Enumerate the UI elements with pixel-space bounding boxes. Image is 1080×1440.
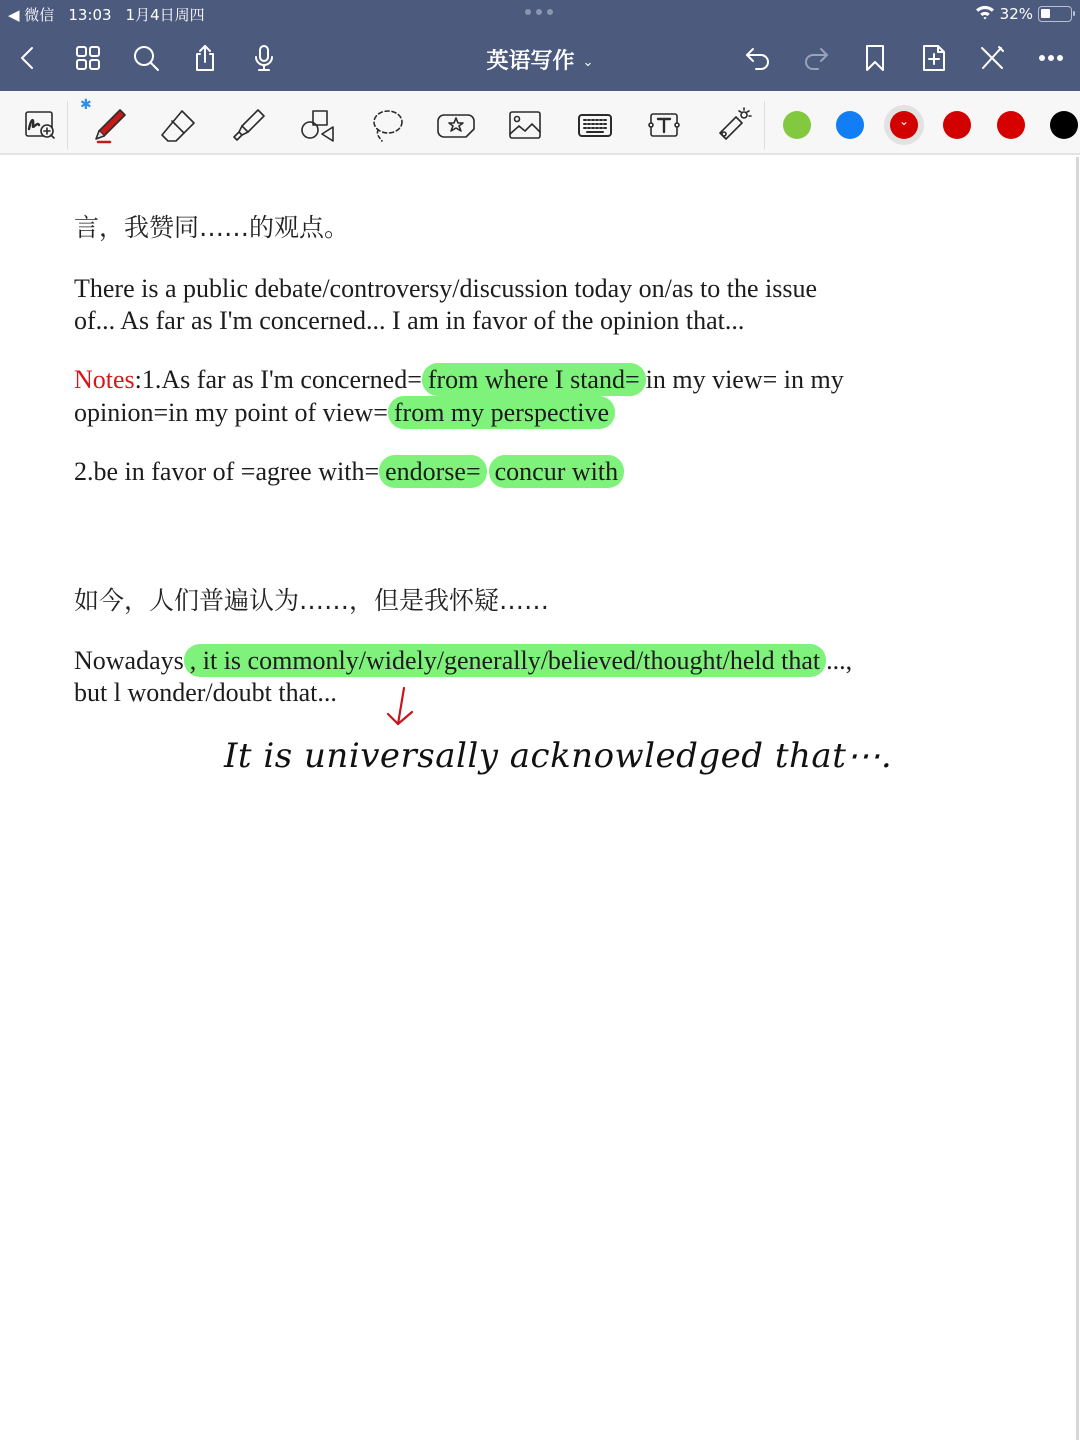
heading-nowadays: 如今，人们普遍认为……，但是我怀疑…… [74, 586, 550, 615]
color-swatch-blue[interactable] [836, 111, 864, 139]
highlight: from my perspective [388, 396, 615, 429]
add-page-icon[interactable] [916, 40, 952, 76]
laser-pointer-icon[interactable] [710, 103, 754, 147]
chevron-down-icon: ⌄ [582, 54, 594, 70]
highlight: , it is commonly/widely/generally/believed/thought/held that [184, 644, 826, 677]
toolbar-divider [764, 101, 765, 149]
handwritten-note: It is universally acknowledged that⋯. [224, 736, 893, 776]
highlight: from where I stand= [422, 363, 646, 396]
heading-agree-opinion: 言，我赞同……的观点。 [74, 213, 350, 242]
undo-icon[interactable] [740, 40, 776, 76]
close-pen-icon[interactable] [974, 40, 1010, 76]
bluetooth-icon: ✱ [80, 97, 92, 113]
color-swatch-green[interactable] [783, 111, 811, 139]
multitasking-dots[interactable] [525, 9, 553, 15]
image-icon[interactable] [503, 103, 547, 147]
handwritten-arrow-icon [384, 686, 418, 728]
app-header [0, 0, 1080, 91]
keyboard-icon[interactable] [573, 103, 617, 147]
document-title-text: 英语写作 [486, 49, 575, 74]
back-to-app-link[interactable]: ◀ 微信 [8, 6, 55, 24]
page-edge [1076, 157, 1079, 1440]
paragraph-nowadays-line1: Nowadays , it is commonly/widely/generally/believed/thought/held that ..., [74, 646, 853, 675]
paragraph-nowadays-line2: but l wonder/doubt that... [74, 678, 337, 707]
sticker-icon[interactable] [434, 103, 478, 147]
wifi-icon [975, 4, 995, 24]
notes-line1: Notes:1.As far as I'm concerned= from where I stand= in my view= in my [74, 365, 844, 394]
pen-icon[interactable] [88, 103, 132, 147]
textbox-icon[interactable] [642, 103, 686, 147]
battery-percent: 32% [999, 5, 1033, 23]
toolbar-divider [67, 101, 68, 149]
notes-line2: opinion=in my point of view= from my perspective [74, 397, 615, 429]
note-2: 2.be in favor of =agree with= endorse= concur with [74, 456, 624, 488]
color-swatch-red-3[interactable] [997, 111, 1025, 139]
more-icon[interactable] [1033, 40, 1069, 76]
drawing-toolbar [0, 91, 1080, 155]
status-date: 1月4日周四 [125, 6, 205, 24]
highlighter-icon[interactable] [226, 103, 270, 147]
status-bar [0, 0, 1080, 28]
eraser-icon[interactable] [156, 103, 200, 147]
shapes-icon[interactable] [295, 103, 339, 147]
note-page[interactable] [0, 157, 1080, 1440]
notes-label: Notes [74, 365, 135, 394]
bookmark-icon[interactable] [857, 40, 893, 76]
zoom-writing-icon[interactable] [18, 103, 62, 147]
lasso-icon[interactable] [364, 103, 408, 147]
highlight: endorse= [379, 455, 487, 488]
color-swatch-black[interactable] [1050, 111, 1078, 139]
color-swatch-red-selected[interactable] [890, 111, 918, 139]
status-time: 13:03 [68, 5, 112, 24]
paragraph-debate-line1: There is a public debate/controversy/discussion today on/as to the issue [74, 274, 817, 303]
color-swatch-red-2[interactable] [943, 111, 971, 139]
redo-icon[interactable] [798, 40, 834, 76]
highlight: concur with [489, 455, 624, 488]
paragraph-debate-line2: of... As far as I'm concerned... I am in favor of the opinion that... [74, 306, 745, 335]
battery-icon [1038, 6, 1072, 22]
